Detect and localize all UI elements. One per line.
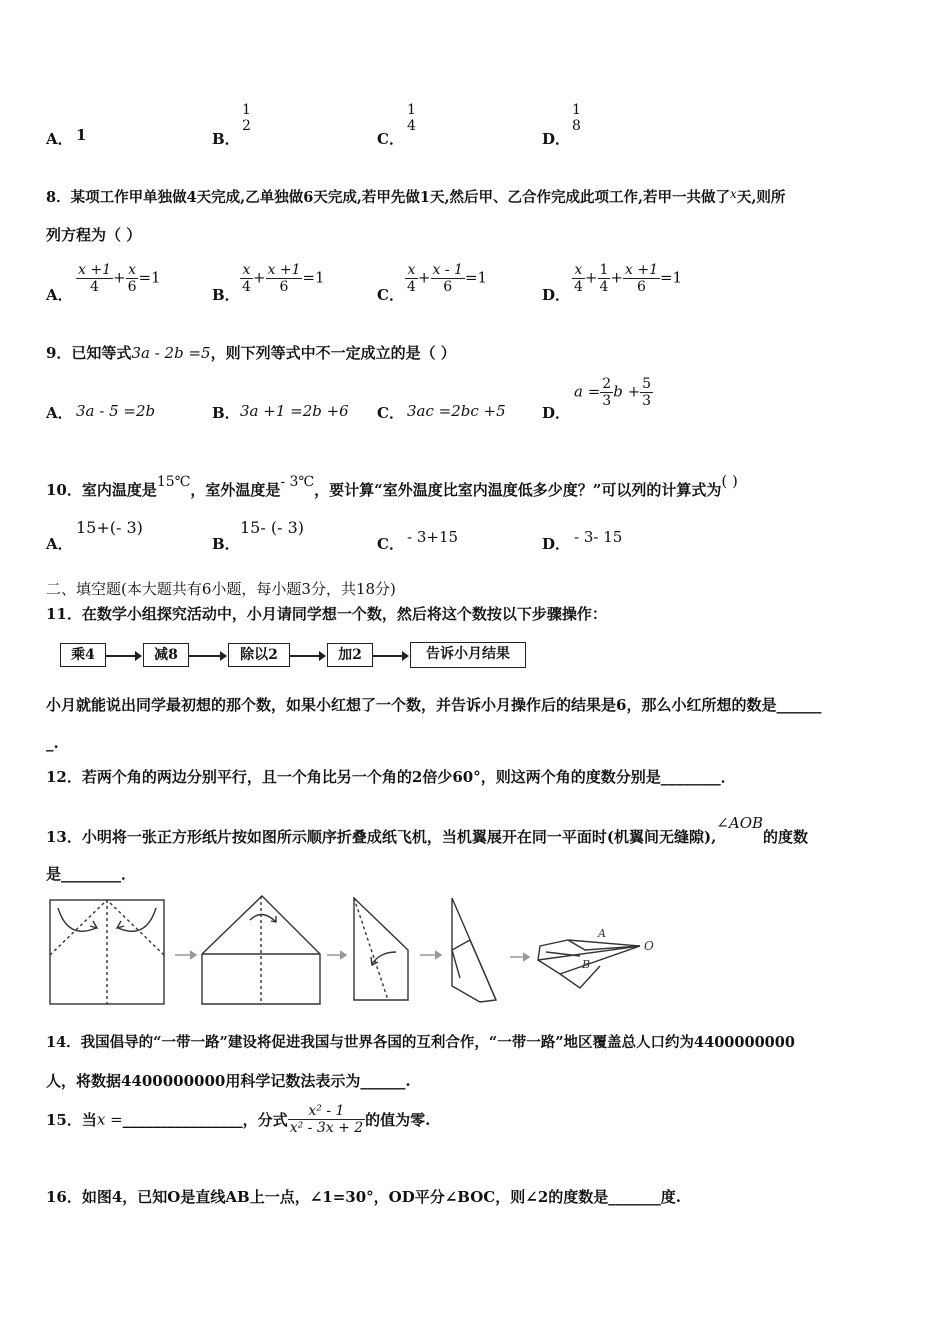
q10-option-a-expr: 15+(- 3)	[76, 518, 143, 537]
q7-option-a-label: A．	[46, 130, 73, 148]
q9-option-c-label: C．	[377, 404, 404, 422]
fold-step-1	[50, 900, 164, 1004]
fold-step-3	[354, 898, 408, 1000]
q8-stem: 8．某项工作甲单独做4天完成,乙单独做6天完成,若甲先做1天,然后甲、乙合作完成此项工作,若甲一共做了$^x$天,则所	[46, 187, 786, 206]
fold-step-4	[452, 898, 496, 1002]
q11-step-add: 加2	[327, 643, 373, 667]
q10-option-b-label: B．	[212, 535, 240, 553]
q11-stem-line2: 小月就能说出同学最初想的那个数，如果小红想了一个数，并告诉小月操作后的结果是6，那么小红所想的数是______	[46, 696, 822, 714]
q8-option-c-expr: $\frac{x}{4}$ + $\frac{x - 1}{6}$ =1	[407, 262, 488, 295]
q9-option-a-label: A．	[46, 404, 73, 422]
q7-option-c-label: C．	[377, 130, 404, 148]
q8-option-c-label: C．	[377, 286, 404, 304]
q8-option-d-label: D．	[542, 286, 571, 304]
q11-arrow-2	[189, 655, 221, 657]
q11-arrow-4	[373, 655, 403, 657]
q9-option-d-label: D．	[542, 404, 571, 422]
q14-stem-line2: 人，将数据4400000000用科学记数法表示为______.	[46, 1072, 411, 1090]
q8-option-a-expr: $\frac{x +1}{4}$ + $\frac{x}{6}$ =1	[78, 262, 161, 295]
fold-arrow-2	[327, 951, 346, 959]
q7-option-d-label: D．	[542, 130, 571, 148]
q7-option-c-fraction: 1 4	[407, 102, 416, 134]
q16-stem: 16．如图4，已知O是直线AB上一点，∠1=30°，OD平分∠BOC，则∠2的度数是_______度.	[46, 1188, 681, 1206]
q11-arrow-1	[106, 655, 136, 657]
q9-option-a-expr: 3a - 5 =2b	[76, 402, 156, 420]
q9-stem: 9．已知等式3a - 2b =5，则下列等式中不一定成立的是（ ）	[46, 344, 456, 362]
fold-step-2	[202, 896, 320, 1004]
q8-option-d-expr: $\frac{x}{4}$ + $\frac{1}{4}$ + $\frac{x +1}{6}$ =1	[574, 262, 683, 295]
q7-option-a-value: 1	[76, 126, 87, 144]
q13-stem: 13．小明将一张正方形纸片按如图所示顺序折叠成纸飞机，当机翼展开在同一平面时(机翼间无缝隙),∠AOB的度数	[46, 814, 809, 846]
q9-option-b-label: B．	[212, 404, 240, 422]
fold-arrow-4	[510, 953, 529, 961]
q8-option-b-expr: $\frac{x}{4}$ + $\frac{x +1}{6}$ =1	[242, 262, 325, 295]
q11-stem: 11．在数学小组探究活动中，小月请同学想一个数，然后将这个数按以下步骤操作：	[46, 605, 607, 623]
q13-stem-line2: 是________．	[46, 865, 137, 883]
q10-option-a-label: A．	[46, 535, 73, 553]
q9-option-d-expr: a = $\frac{2}{3}$ b + $\frac{5}{3}$	[574, 376, 652, 409]
q11-step-divide: 除以2	[228, 643, 290, 667]
section-2-heading: 二、填空题(本大题共有6小题，每小题3分，共18分)	[46, 580, 396, 598]
fig-label-a: A	[598, 927, 606, 940]
q7-option-d-fraction: 1 8	[572, 102, 581, 134]
q11-stem-line3: _.	[46, 734, 59, 752]
q15-stem: 15．当x =________________，分式 $\frac{\text{x² - 1}}{\text{x² - 3x + 2}}$ 的值为零.	[46, 1103, 431, 1136]
q9-option-b-expr: 3a +1 =2b +6	[240, 402, 349, 420]
q11-step-tell: 告诉小月结果	[410, 642, 526, 668]
q7-option-b-label: B．	[212, 130, 240, 148]
fig-label-b: B	[582, 958, 591, 971]
q10-option-d-expr: - 3- 15	[574, 528, 623, 546]
q11-arrow-3	[290, 655, 320, 657]
q14-stem: 14．我国倡导的“一带一路”建设将促进我国与世界各国的互利合作，“一带一路”地区覆盖总人口约为4400000000	[46, 1034, 795, 1051]
q7-option-b-fraction: 1 2	[242, 102, 251, 134]
q8-stem-line2: 列方程为（ ）	[46, 226, 142, 244]
fig-label-o: O	[644, 939, 654, 953]
q10-option-c-label: C．	[377, 535, 404, 553]
fold-arrow-3	[420, 951, 441, 959]
q10-option-d-label: D．	[542, 535, 571, 553]
q8-option-a-label: A．	[46, 286, 73, 304]
q11-step-subtract: 减8	[143, 643, 189, 667]
q8-option-b-label: B．	[212, 286, 240, 304]
q9-option-c-expr: 3ac =2bc +5	[407, 402, 506, 420]
q13-folding-figure	[40, 890, 670, 1010]
q10-option-c-expr: - 3+15	[407, 528, 459, 546]
q11-step-multiply: 乘4	[60, 643, 106, 667]
q12-stem: 12．若两个角的两边分别平行，且一个角比另一个角的2倍少60°，则这两个角的度数分别是________．	[46, 768, 736, 786]
q10-stem: 10．室内温度是15℃，室外温度是- 3℃，要计算“室外温度比室内温度低多少度？”可以列的计算式为( )	[46, 472, 738, 499]
q10-option-b-expr: 15- (- 3)	[240, 518, 305, 537]
fold-arrow-1	[175, 951, 196, 959]
